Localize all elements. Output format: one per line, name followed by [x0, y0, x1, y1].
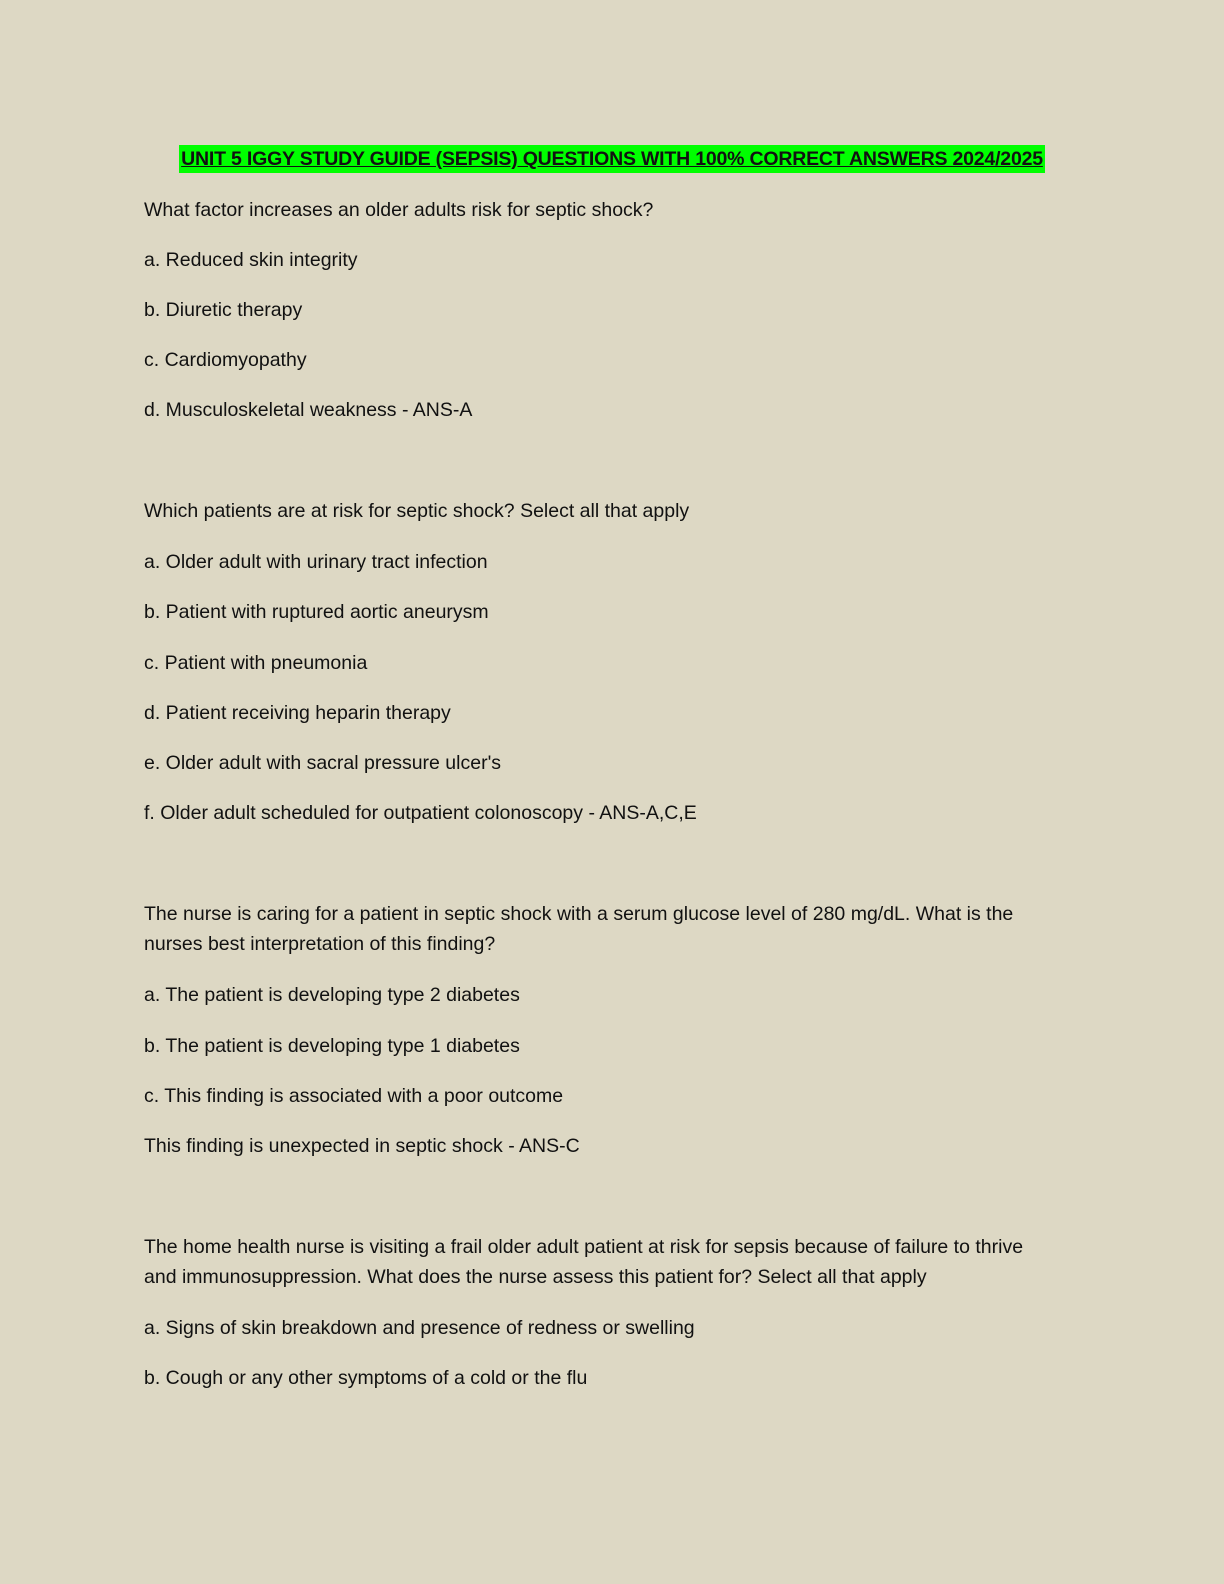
- question-4-text-line-1: The home health nurse is visiting a frail older adult patient at risk for sepsis because of failure to thrive: [144, 1236, 1024, 1258]
- question-1-text: What factor increases an older adults risk for septic shock?: [144, 199, 654, 221]
- question-1-option-d: d. Musculoskeletal weakness - ANS-A: [144, 399, 473, 421]
- question-2-option-e: e. Older adult with sacral pressure ulcer's: [144, 752, 502, 774]
- question-2-option-c: c. Patient with pneumonia: [144, 652, 368, 674]
- question-2-option-a: a. Older adult with urinary tract infection: [144, 551, 488, 573]
- question-4-option-b: b. Cough or any other symptoms of a cold or the flu: [144, 1367, 588, 1389]
- page-title: UNIT 5 IGGY STUDY GUIDE (SEPSIS) QUESTIONS WITH 100% CORRECT ANSWERS 2024/2025: [179, 145, 1045, 173]
- question-4-option-a: a. Signs of skin breakdown and presence of redness or swelling: [144, 1317, 695, 1339]
- question-1-option-c: c. Cardiomyopathy: [144, 349, 307, 371]
- question-2-option-b: b. Patient with ruptured aortic aneurysm: [144, 601, 489, 623]
- question-2-option-d: d. Patient receiving heparin therapy: [144, 702, 451, 724]
- question-1-option-b: b. Diuretic therapy: [144, 299, 303, 321]
- question-3-text-line-2: nurses best interpretation of this finding?: [144, 933, 496, 955]
- question-2-text: Which patients are at risk for septic shock? Select all that apply: [144, 500, 690, 522]
- question-3-text-line-1: The nurse is caring for a patient in septic shock with a serum glucose level of 280 mg/dL. What is the: [144, 903, 1014, 925]
- question-1-option-a: a. Reduced skin integrity: [144, 249, 358, 271]
- question-2-option-f: f. Older adult scheduled for outpatient colonoscopy - ANS-A,C,E: [144, 802, 697, 824]
- question-4-text-line-2: and immunosuppression. What does the nurse assess this patient for? Select all that apply: [144, 1266, 927, 1288]
- question-3-option-c: c. This finding is associated with a poor outcome: [144, 1085, 564, 1107]
- question-3-option-a: a. The patient is developing type 2 diabetes: [144, 984, 520, 1006]
- question-3-option-b: b. The patient is developing type 1 diabetes: [144, 1035, 520, 1057]
- title-container: [0, 145, 1224, 173]
- question-3-option-d: This finding is unexpected in septic shock - ANS-C: [144, 1135, 580, 1157]
